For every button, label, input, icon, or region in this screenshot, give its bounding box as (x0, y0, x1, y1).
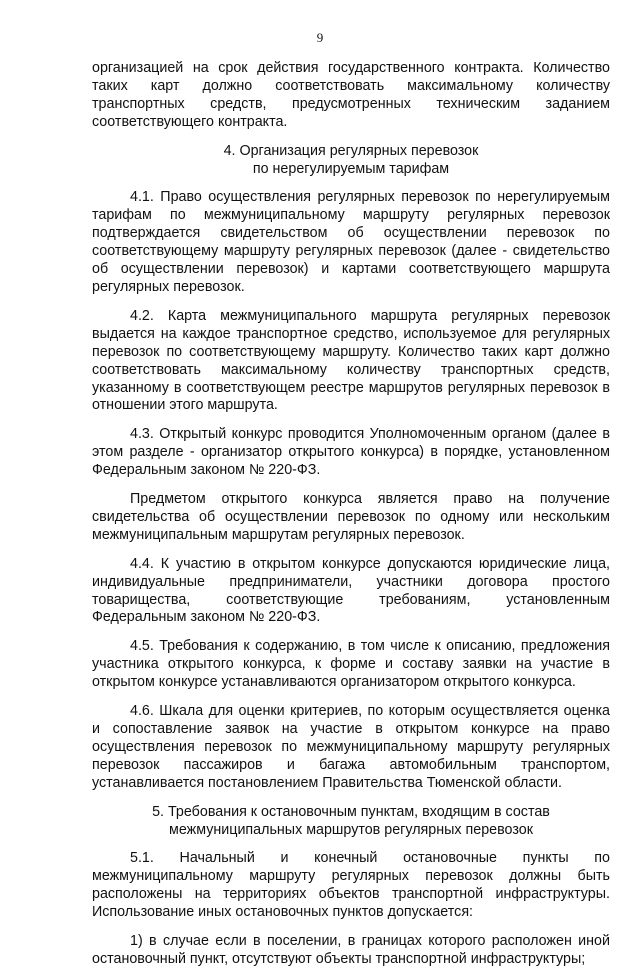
paragraph-5-1: 5.1. Начальный и конечный остановочные пункты по межмуниципальному маршруту регулярных перевозок должны быть расположены на территориях объектов транспортной инфраструктуры. Использование иных остановочных пунктов допускается: (92, 850, 610, 921)
section-5-title-line-1: 5. Требования к остановочным пунктам, входящим в состав (152, 803, 550, 820)
paragraph-4-5: 4.5. Требования к содержанию, в том числе к описанию, предложения участника открытого конкурса, к форме и составу заявки на участие в открытом конкурсе устанавливаются организатором открытого конкурса. (92, 638, 610, 691)
paragraph-4-1: 4.1. Право осуществления регулярных перевозок по нерегулируемым тарифам по межмуниципальному маршруту регулярных перевозок подтверждается свидетельством об осуществлении перевозок по соответствующему маршруту регулярных перевозок (далее - свидетельство об осуществлении перевозок) и картами соответствующего маршрута регулярных перевозок. (92, 189, 610, 295)
paragraph-4-3-subject: Предметом открытого конкурса является право на получение свидетельства об осуществлении перевозок по одному или нескольким межмуниципальным маршрутам регулярных перевозок. (92, 491, 610, 543)
section-5-title-line-2: межмуниципальных маршрутов регулярных перевозок (169, 821, 533, 838)
section-4-title-line-2: по нерегулируемым тарифам (252, 160, 450, 177)
section-4-heading (92, 143, 610, 179)
section-5-heading (92, 804, 610, 840)
section-4-title-line-1: 4. Организация регулярных перевозок (223, 142, 479, 159)
paragraph-4-4: 4.4. К участию в открытом конкурсе допускаются юридические лица, индивидуальные предприниматели, участники договора простого товарищества, соответствующие требованиям, установленным Федеральным законом № 220-ФЗ. (92, 555, 610, 626)
document-body (92, 60, 610, 969)
intro-paragraph: организацией на срок действия государственного контракта. Количество таких карт должно соответствовать максимальному количеству транспортных средств, предусмотренных техническим заданием соответствующего контракта. (92, 60, 610, 130)
paragraph-4-2: 4.2. Карта межмуниципального маршрута регулярных перевозок выдается на каждое транспортное средство, используемое для регулярных перевозок по соответствующему маршруту. Количество таких карт должно соответствовать максимальному количеству транспортных средств, указанному в соответствующем реестре маршрутов регулярных перевозок в отношении этого маршрута. (92, 307, 610, 414)
paragraph-4-6: 4.6. Шкала для оценки критериев, по которым осуществляется оценка и сопоставление заявок на участие в открытом конкурсе на право осуществления перевозок по межмуниципальному маршруту регулярных перевозок пассажиров и багажа автомобильным транспортом, устанавливается постановлением Правительства Тюменской области. (92, 703, 610, 791)
page-number: 9 (316, 30, 324, 45)
paragraph-4-3: 4.3. Открытый конкурс проводится Уполномоченным органом (далее в этом разделе - организатор открытого конкурса) в порядке, установленном Федеральным законом № 220-ФЗ. (92, 426, 610, 479)
paragraph-5-1-item-1: 1) в случае если в поселении, в границах которого расположен иной остановочный пункт, отсутствуют объекты транспортной инфраструктуры; (92, 933, 610, 967)
